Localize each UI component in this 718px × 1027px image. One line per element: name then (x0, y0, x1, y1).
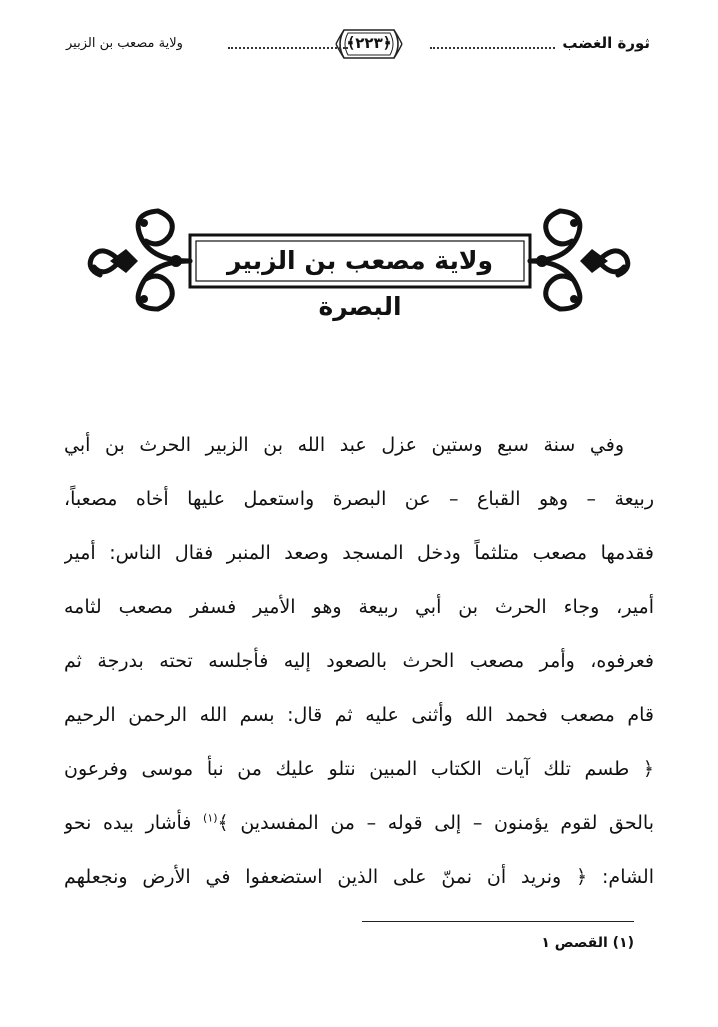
text-line: فقدمها مصعب متلثماً ودخل المسجد وصعد المنبر فقال الناس: أمير (64, 542, 654, 564)
page-number-badge (332, 24, 406, 64)
text-line: ربيعة – وهو القباع – عن البصرة واستعمل عليها أخاه مصعباً، (64, 488, 654, 510)
chapter-title-ornament (80, 205, 638, 321)
text-line: ﴿ طسم تلك آيات الكتاب المبين نتلو عليك من نبأ موسى وفرعون (64, 758, 654, 780)
text-segment: فأشار بيده نحو (64, 812, 192, 834)
text-line: فعرفوه، وأمر مصعب الحرث بالصعود إليه فأجلسه تحته بدرجة ثم (64, 650, 654, 672)
chapter-title: ولاية مصعب بن الزبير البصرة (226, 246, 494, 321)
text-line: قام مصعب فحمد الله وأثنى عليه ثم قال: بسم الله الرحمن الرحيم (64, 704, 654, 726)
header-dotted-leader-right (430, 47, 555, 49)
text-line-with-footnote (64, 796, 654, 850)
footnote-separator (362, 921, 634, 922)
page-number: ﴿٢٢٣﴾ (346, 34, 392, 52)
footnote: (١) القصص ١ (541, 935, 634, 951)
running-chapter-title: ولاية مصعب بن الزبير (66, 36, 183, 51)
header-dotted-leader-left (228, 47, 348, 49)
text-line: أمير، وجاء الحرث بن أبي ربيعة وهو الأمير فسفر مصعب لثامه (64, 596, 654, 618)
text-segment: بالحق لقوم يؤمنون – إلى قوله – من المفسدين ﴾ (217, 812, 654, 834)
body-text (64, 418, 654, 904)
text-line: وفي سنة سبع وستين عزل عبد الله بن الزبير الحرث بن أبي (64, 434, 624, 456)
footnote-reference: (١) (203, 811, 218, 825)
text-line: الشام: ﴿ ونريد أن نمنّ على الذين استضعفوا في الأرض ونجعلهم (64, 866, 654, 888)
running-header (66, 24, 650, 64)
book-title: ثورة الغضب (562, 34, 650, 52)
